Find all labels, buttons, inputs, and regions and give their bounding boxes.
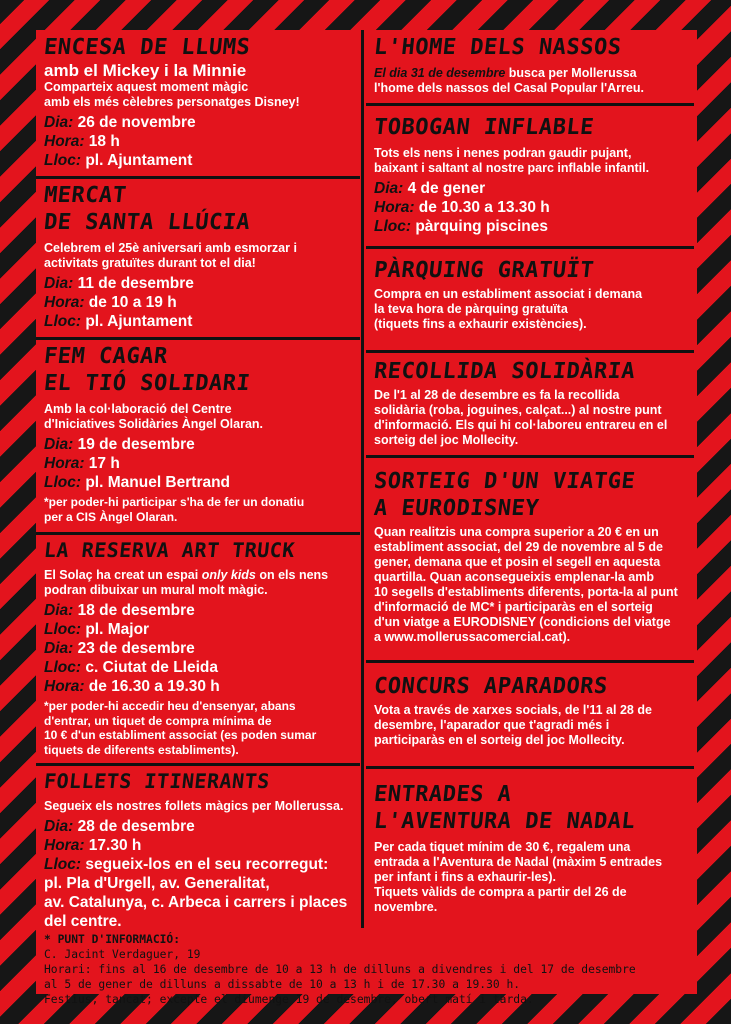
date-key: Dia: [44, 602, 74, 619]
section-desc: baixant i saltant al nostre parc inflable infantil. [374, 161, 650, 175]
date-row [374, 179, 686, 198]
section-desc: desembre, l'aparador que t'agradi més i [374, 718, 610, 732]
date-value: 28 de desembre [77, 818, 195, 835]
section-note: tiquets de diferents establiments). [44, 742, 239, 757]
section-desc: 10 segells d'establiments diferents, porta-la al punt [374, 585, 678, 599]
info-heading: * PUNT D'INFORMACIÓ: [44, 933, 181, 946]
section-desc: novembre. [374, 900, 438, 914]
section-desc: De l'1 al 28 de desembre es fa la recollida [374, 388, 620, 402]
section-desc: Quan realitzis una compra superior a 20 € en un [374, 525, 659, 539]
section-desc [44, 568, 352, 583]
section-title-line2: L'AVENTURA DE NADAL [372, 809, 637, 834]
section-desc: sorteig del joc Mollecity. [374, 433, 519, 447]
section-title: MERCAT [42, 183, 128, 208]
place-row [44, 151, 352, 170]
section-desc: d'informació de MC* i participaràs en el sorteig [374, 600, 653, 614]
time-value: 17.30 h [88, 837, 142, 854]
date-row [44, 639, 352, 658]
time-row [374, 198, 686, 217]
place-row [44, 312, 352, 331]
route-line: pl. Pla d'Urgell, av. Generalitat, [44, 875, 270, 892]
route-line: del centre. [44, 913, 122, 930]
desc-part: on els nens [255, 568, 329, 582]
section-title: ENTRADES A [372, 782, 513, 807]
section-entrades [366, 766, 694, 915]
date-key: Dia: [44, 436, 74, 453]
section-title: L'HOME DELS NASSOS [372, 35, 623, 60]
date-row [44, 113, 352, 132]
place-value: segueix-los en el seu recorregut: [85, 856, 329, 873]
section-title: CONCURS APARADORS [372, 674, 609, 699]
date-row [44, 601, 352, 620]
section-tio [36, 337, 360, 524]
section-desc: Compra en un establiment associat i demana [374, 287, 643, 301]
section-note: *per poder-hi participar s'ha de fer un donatiu [44, 495, 305, 509]
section-title: SORTEIG D'UN VIATGE [372, 469, 637, 494]
section-note: 10 € d'un establiment associat (es poden sumar [44, 728, 317, 742]
route-line: av. Catalunya, c. Arbeca i carrers i places [44, 894, 348, 911]
desc-emphasis: only kids [201, 568, 256, 582]
place-key: Lloc: [374, 218, 412, 235]
section-encesa [36, 34, 360, 170]
section-reserva [36, 532, 360, 757]
info-point [44, 932, 694, 1007]
date-key: Dia: [44, 818, 74, 835]
date-key: Dia: [44, 275, 74, 292]
section-desc: a www.mollerussacomercial.cat). [374, 630, 571, 644]
place-row [374, 217, 686, 236]
section-title: PÀRQUING GRATUÏT [372, 258, 596, 283]
place-row [44, 855, 352, 874]
place-key: Lloc: [44, 856, 82, 873]
date-value: 18 de desembre [77, 602, 195, 619]
section-desc: quartilla. Quan aconsegueixis emplenar-la amb [374, 570, 654, 584]
time-key: Hora: [374, 199, 415, 216]
section-title-line2: EL TIÓ SOLIDARI [42, 371, 252, 396]
section-desc: per infant i fins a exhaurir-les). [374, 870, 556, 884]
section-desc: d'un viatge a EURODISNEY (condicions del viatge [374, 615, 671, 629]
section-title: ENCESA DE LLUMS [42, 35, 252, 60]
info-address: C. Jacint Verdaguer, 19 [44, 948, 201, 961]
time-row [44, 836, 352, 855]
section-desc: establiment associat, del 29 de novembre al 5 de [374, 540, 664, 554]
date-value: 11 de desembre [77, 275, 194, 292]
section-desc: gener, demana que et posin el segell en aquesta [374, 555, 661, 569]
section-title: FOLLETS ITINERANTS [42, 769, 272, 793]
section-concurs [366, 660, 694, 748]
info-hours: al 5 de gener de dilluns a dissabte de 10 a 13 h i de 17.30 a 19.30 h. [44, 978, 521, 991]
date-value: 19 de desembre [77, 436, 195, 453]
date-key: Dia: [44, 640, 74, 657]
date-row [44, 435, 352, 454]
section-desc: d'Iniciatives Solidàries Àngel Olaran. [44, 417, 264, 431]
time-key: Hora: [44, 837, 85, 854]
section-follets [36, 763, 360, 931]
section-note: d'entrar, un tiquet de compra mínima de [44, 713, 272, 728]
time-row [44, 677, 352, 696]
place-key: Lloc: [44, 474, 82, 491]
place-key: Lloc: [44, 152, 82, 169]
section-title: LA RESERVA ART TRUCK [42, 538, 297, 562]
place-key: Lloc: [44, 621, 82, 638]
section-mercat [36, 176, 360, 331]
section-desc: Comparteix aquest moment màgic [44, 80, 249, 94]
time-value: de 16.30 a 19.30 h [88, 678, 220, 695]
time-row [44, 132, 352, 151]
section-desc: amb els més cèlebres personatges Disney! [44, 95, 300, 109]
place-row [44, 473, 352, 492]
date-row [44, 817, 352, 836]
time-row [44, 293, 352, 312]
section-desc: Vota a través de xarxes socials, de l'11 al 28 de [374, 703, 652, 717]
section-subtitle: amb el Mickey i la Minnie [44, 61, 247, 80]
place-row [44, 620, 352, 639]
section-desc: El dia 31 de desembre busca per Mollerussa [374, 66, 637, 80]
section-desc: entrada a l'Aventura de Nadal (màxim 5 entrades [374, 855, 663, 869]
time-value: de 10 a 19 h [88, 294, 177, 311]
info-hours: Horari: fins al 16 de desembre de 10 a 13 h de dilluns a divendres i del 17 de desembre [44, 963, 636, 976]
time-key: Hora: [44, 455, 85, 472]
date-key: Dia: [44, 114, 74, 131]
section-recollida [366, 350, 694, 448]
date-value: 4 de gener [407, 180, 486, 197]
time-key: Hora: [44, 294, 85, 311]
section-title-line2: A EURODISNEY [372, 496, 541, 521]
time-value: de 10.30 a 13.30 h [418, 199, 550, 216]
place-value: pl. Major [85, 621, 150, 638]
section-desc: Amb la col·laboració del Centre [44, 402, 232, 416]
place-value: pàrquing piscines [415, 218, 548, 235]
section-parquing [366, 246, 694, 332]
section-desc: Tiquets vàlids de compra a partir del 26 de [374, 885, 627, 899]
section-desc: Per cada tiquet mínim de 30 €, regalem una [374, 840, 631, 854]
date-value: 26 de novembre [77, 114, 196, 131]
section-desc: d'informació. Els qui hi col·laboreu entrareu en el [374, 418, 668, 432]
section-desc: (tiquets fins a exhaurir existències). [374, 317, 587, 331]
section-note: per a CIS Àngel Olaran. [44, 509, 178, 524]
date-value: 23 de desembre [77, 640, 195, 657]
time-value: 18 h [88, 133, 120, 150]
place-value: pl. Ajuntament [85, 313, 193, 330]
info-holidays: Festius, tancat; excepte el diumenge 19 de desembre, obert matí i tarda. [44, 993, 534, 1006]
column-divider [361, 30, 364, 928]
section-desc: Celebrem el 25è aniversari amb esmorzar i [44, 241, 297, 255]
time-value: 17 h [88, 455, 120, 472]
section-sorteig [366, 455, 694, 645]
date-row [44, 274, 352, 293]
place-key: Lloc: [44, 313, 82, 330]
time-key: Hora: [44, 678, 85, 695]
section-tobogan [366, 103, 694, 236]
section-title: RECOLLIDA SOLIDÀRIA [372, 359, 637, 384]
time-key: Hora: [44, 133, 85, 150]
place-value: pl. Manuel Bertrand [85, 474, 231, 491]
place-key: Lloc: [44, 659, 82, 676]
section-desc: Segueix els nostres follets màgics per Mollerussa. [44, 799, 344, 813]
time-row [44, 454, 352, 473]
place-row [44, 658, 352, 677]
section-title-line2: DE SANTA LLÚCIA [42, 210, 252, 235]
desc-part: El Solaç ha creat un espai [44, 568, 202, 582]
place-value: c. Ciutat de Lleida [85, 659, 218, 676]
section-desc: podran dibuixar un mural molt màgic. [44, 583, 268, 597]
section-desc: la teva hora de pàrquing gratuïta [374, 302, 568, 316]
section-desc: l'home dels nassos del Casal Popular l'Arreu. [374, 81, 644, 95]
section-desc: Tots els nens i nenes podran gaudir pujant, [374, 146, 632, 160]
section-desc: participaràs en el sorteig del joc Mollecity. [374, 733, 625, 747]
section-title: TOBOGAN INFLABLE [372, 115, 596, 140]
place-value: pl. Ajuntament [85, 152, 193, 169]
section-desc: activitats gratuïtes durant tot el dia! [44, 256, 256, 270]
date-key: Dia: [374, 180, 404, 197]
section-home-nassos [366, 34, 694, 96]
section-desc: solidària (roba, joguines, calçat...) al nostre punt [374, 403, 662, 417]
desc-date: El dia 31 de desembre [374, 66, 506, 80]
section-title: FEM CAGAR [42, 344, 170, 369]
section-note: *per poder-hi accedir heu d'ensenyar, abans [44, 699, 296, 713]
